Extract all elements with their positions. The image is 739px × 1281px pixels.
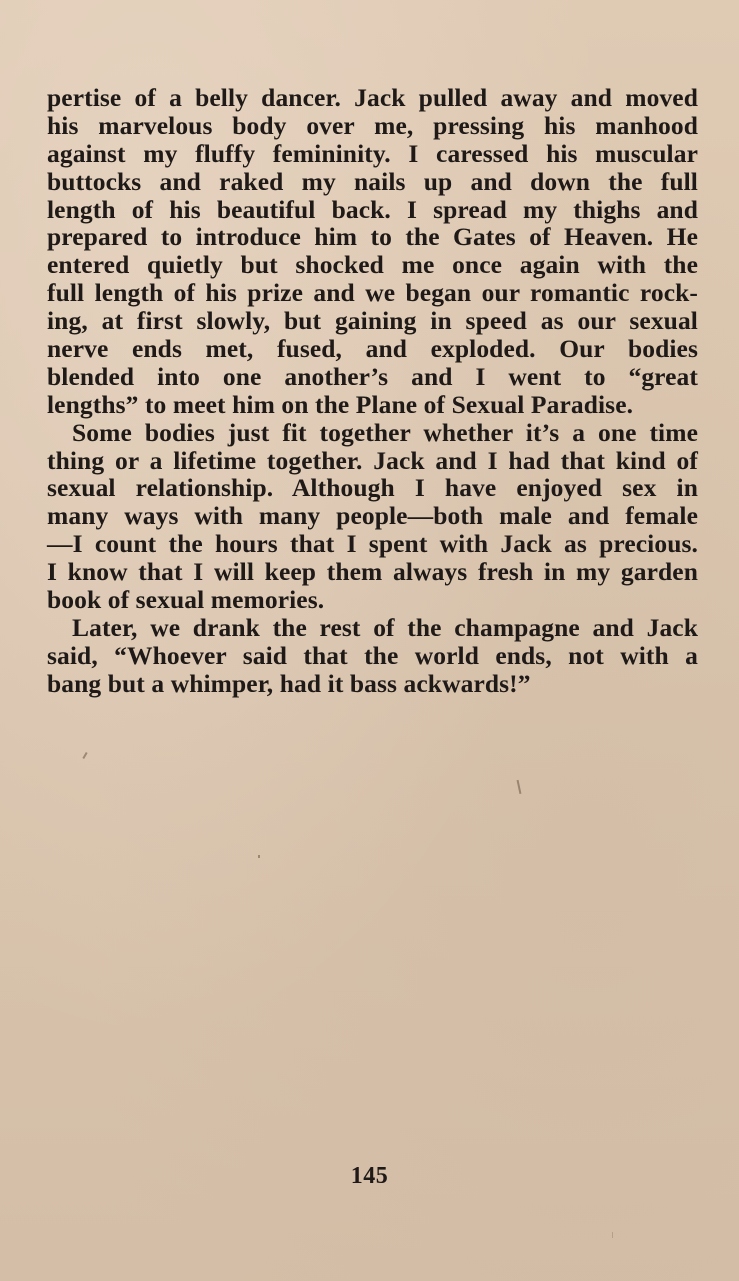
text-line: bang but a whimper, had it bass ackwards!” <box>47 668 531 698</box>
text-line: Later, we drank the rest of the champagne and Jack <box>72 612 698 642</box>
text-line: Some bodies just fit together whether it’s a one time <box>72 417 698 447</box>
text-line: pertise of a belly dancer. Jack pulled away and moved <box>47 83 698 112</box>
paper-speck <box>82 752 87 759</box>
text-line: his marvelous body over me, pressing his manhood <box>47 110 698 140</box>
text-line: buttocks and raked my nails up and down the full <box>47 166 698 196</box>
text-line: many ways with many people—both male and female <box>47 501 698 531</box>
paper-speck <box>517 780 521 794</box>
page-number: 145 <box>350 1163 389 1189</box>
text-line: lengths” to meet him on the Plane of Sexual Paradise. <box>47 389 634 419</box>
text-line: I know that I will keep them always fresh in my garden <box>47 557 698 587</box>
text-line: ing, at first slowly, but gaining in speed as our sexual <box>47 306 698 336</box>
text-line: prepared to introduce him to the Gates of Heaven. He <box>47 222 698 252</box>
text-line: book of sexual memories. <box>47 585 325 615</box>
text-line: thing or a lifetime together. Jack and I had that kind of <box>47 445 698 475</box>
text-line: length of his beautiful back. I spread my thighs and <box>47 194 698 224</box>
paper-speck <box>612 1232 613 1238</box>
text-line: sexual relationship. Although I have enjoyed sex in <box>47 473 698 503</box>
text-line: against my fluffy femininity. I caressed his muscular <box>47 138 698 168</box>
body-text <box>47 84 698 698</box>
paper-speck <box>258 855 260 858</box>
text-line: full length of his prize and we began our romantic rock- <box>47 278 698 308</box>
text-line: nerve ends met, fused, and exploded. Our bodies <box>47 334 698 364</box>
text-line: entered quietly but shocked me once again with the <box>47 250 698 280</box>
text-line: said, “Whoever said that the world ends, not with a <box>47 640 698 670</box>
text-line: —I count the hours that I spent with Jack as precious. <box>47 529 698 559</box>
text-line: blended into one another’s and I went to “great <box>47 361 698 391</box>
